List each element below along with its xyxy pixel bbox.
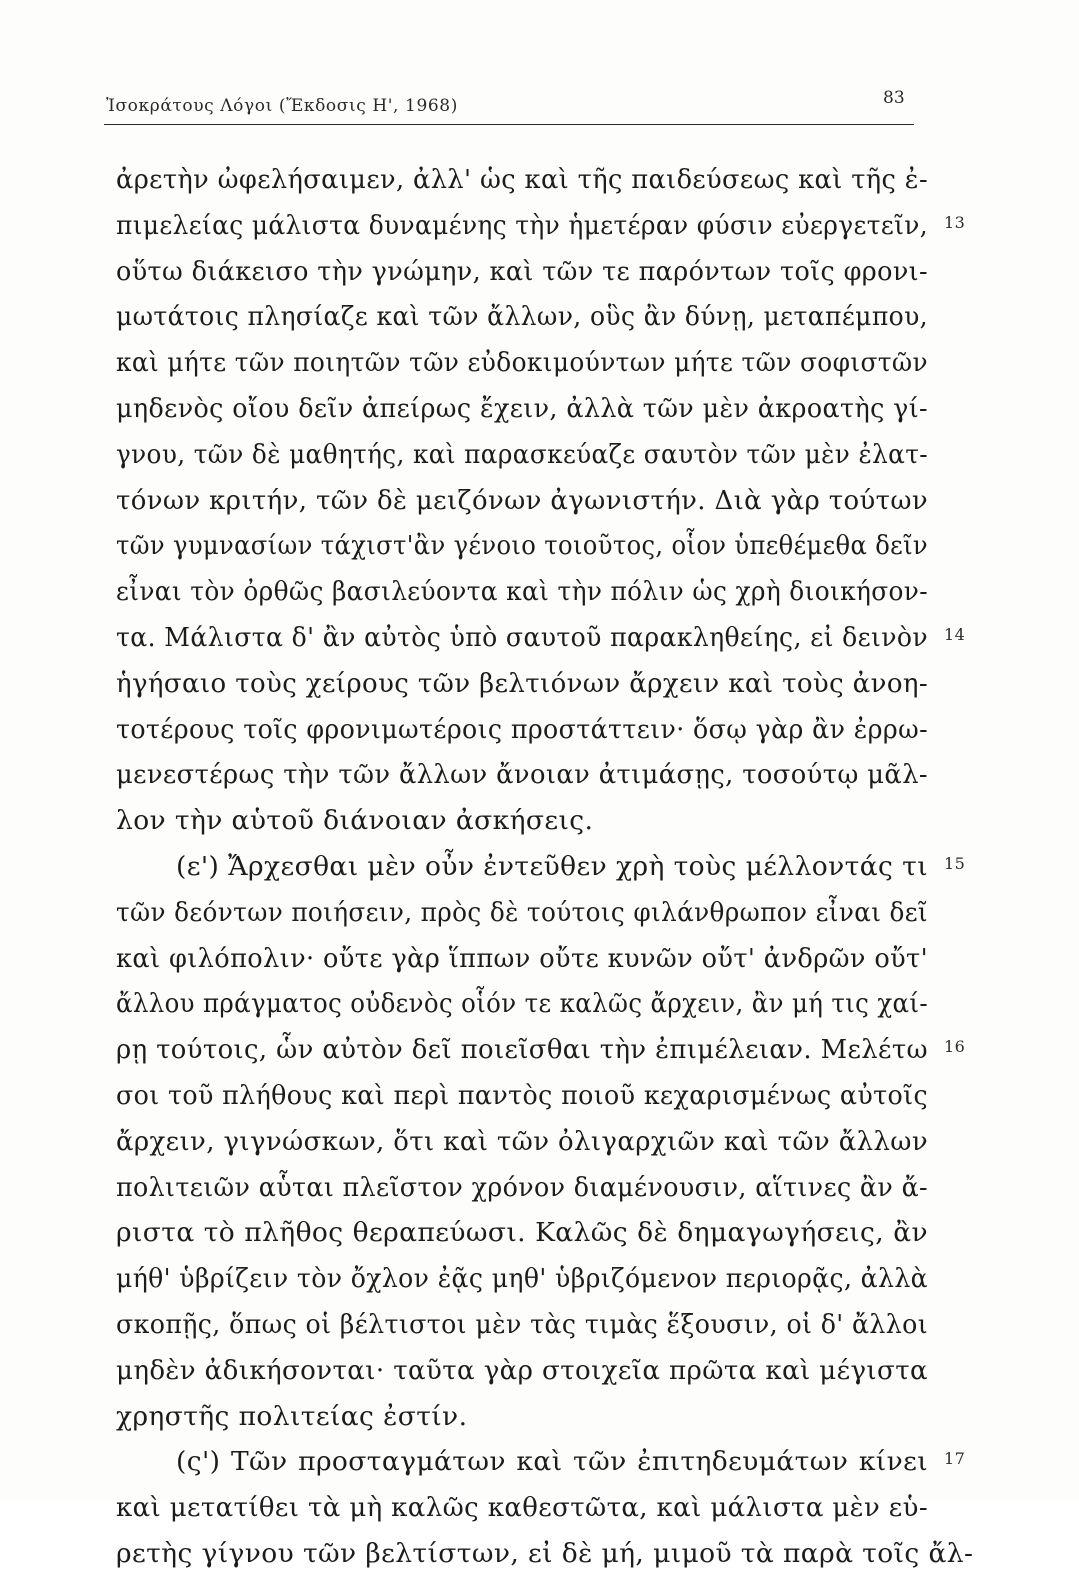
line-text: ἄλλου πράγματος οὐδενὸς οἷόν τε καλῶς ἄρχειν, ἂν μή τις χαί- xyxy=(116,988,928,1020)
line-text: μωτάτοις πλησίαζε καὶ τῶν ἄλλων, οὓς ἂν δύνῃ, μεταπέμπου, xyxy=(116,301,928,333)
line-text: οὕτω διάκεισο τὴν γνώμην, καὶ τῶν τε παρόντων τοῖς φρονι- xyxy=(116,255,928,287)
line-text: (ε') Ἄρχεσθαι μὲν οὖν ἐντεῦθεν χρὴ τοὺς μέλλοντάς τι xyxy=(176,850,928,882)
text-body xyxy=(116,157,974,1577)
line-text: γνου, τῶν δὲ μαθητής, καὶ παρασκεύαζε σαυτὸν τῶν μὲν ἐλατ- xyxy=(116,438,928,470)
line-text: καὶ μετατίθει τὰ μὴ καλῶς καθεστῶτα, καὶ μάλιστα μὲν εὑ- xyxy=(116,1492,928,1524)
text-line xyxy=(116,707,928,753)
line-text: μενεστέρως τὴν τῶν ἄλλων ἄνοιαν ἀτιμάσῃς, τοσούτῳ μᾶλ- xyxy=(116,759,928,791)
line-text: χρηστῆς πολιτείας ἐστίν. xyxy=(116,1400,468,1432)
text-line xyxy=(116,249,928,295)
text-line xyxy=(116,432,928,478)
text-line xyxy=(116,1256,928,1302)
text-line xyxy=(116,1394,928,1440)
text-line xyxy=(116,157,928,203)
line-text: τῶν γυμνασίων τάχιστ'ἂν γένοιο τοιοῦτος, οἷον ὑπεθέμεθα δεῖν xyxy=(116,530,928,562)
text-line xyxy=(116,340,928,386)
line-text: λον τὴν αὑτοῦ διάνοιαν ἀσκήσεις. xyxy=(116,805,594,837)
text-line xyxy=(116,478,928,524)
text-line xyxy=(116,1073,928,1119)
line-text: μήθ' ὑβρίζειν τὸν ὄχλον ἐᾷς μηθ' ὑβριζόμενον περιορᾷς, ἀλλὰ xyxy=(116,1263,928,1295)
text-line xyxy=(116,1210,928,1256)
line-text: τῶν δεόντων ποιήσειν, πρὸς δὲ τούτοις φιλάνθρωπον εἶναι δεῖ xyxy=(116,896,928,928)
line-text: πιμελείας μάλιστα δυναμένης τὴν ἡμετέραν φύσιν εὐεργετεῖν, xyxy=(116,209,928,241)
text-line xyxy=(116,203,966,249)
text-line xyxy=(116,1485,928,1531)
line-text: μηδενὸς οἴου δεῖν ἀπείρως ἔχειν, ἀλλὰ τῶν μὲν ἀκροατὴς γί- xyxy=(116,392,928,424)
line-text: ριστα τὸ πλῆθος θεραπεύωσι. Καλῶς δὲ δημαγωγήσεις, ἂν xyxy=(116,1217,928,1249)
line-text: εἶναι τὸν ὀρθῶς βασιλεύοντα καὶ τὴν πόλιν ὡς χρὴ διοικήσον- xyxy=(116,576,928,608)
text-line xyxy=(116,386,928,432)
text-line xyxy=(116,1348,928,1394)
section-number: 16 xyxy=(944,1037,966,1057)
line-text: μηδὲν ἀδικήσονται· ταῦτα γὰρ στοιχεῖα πρῶτα καὶ μέγιστα xyxy=(116,1354,928,1386)
line-text: ρετὴς γίγνου τῶν βελτίστων, εἰ δὲ μή, μιμοῦ τὰ παρὰ τοῖς ἄλ- xyxy=(116,1537,974,1569)
text-line xyxy=(116,661,928,707)
text-line xyxy=(116,615,966,661)
text-line xyxy=(116,752,928,798)
text-line xyxy=(116,294,928,340)
section-number: 17 xyxy=(944,1449,966,1469)
text-line xyxy=(116,798,928,844)
section-number: 15 xyxy=(944,853,966,873)
header-rule xyxy=(104,124,914,125)
page-number: 83 xyxy=(883,88,905,108)
text-line xyxy=(116,523,928,569)
line-text: καὶ φιλόπολιν· οὔτε γὰρ ἵππων οὔτε κυνῶν οὔτ' ἀνδρῶν οὔτ' xyxy=(116,942,928,974)
text-line xyxy=(116,1027,966,1073)
line-text: καὶ μήτε τῶν ποιητῶν τῶν εὐδοκιμούντων μήτε τῶν σοφιστῶν xyxy=(116,347,928,379)
line-text: πολιτειῶν αὗται πλεῖστον χρόνον διαμένουσιν, αἵτινες ἂν ἄ- xyxy=(116,1171,928,1203)
line-text: (ς') Τῶν προσταγμάτων καὶ τῶν ἐπιτηδευμάτων κίνει xyxy=(176,1446,928,1478)
line-text: ἡγήσαιο τοὺς χείρους τῶν βελτιόνων ἄρχειν καὶ τοὺς ἀνοη- xyxy=(116,667,928,699)
text-line xyxy=(116,844,966,890)
line-text: ἀρετὴν ὠφελήσαιμεν, ἀλλ' ὡς καὶ τῆς παιδεύσεως καὶ τῆς ἐ- xyxy=(116,164,928,195)
section-number: 13 xyxy=(944,212,966,232)
text-line xyxy=(116,1439,966,1485)
text-line xyxy=(116,890,928,936)
line-text: τοτέρους τοῖς φρονιμωτέροις προστάττειν· ὅσῳ γὰρ ἂν ἐρρω- xyxy=(116,713,928,745)
running-title: Ἰσοκράτους Λόγοι (Ἔκδοσις Η', 1968) xyxy=(106,96,458,116)
line-text: τόνων κριτήν, τῶν δὲ μειζόνων ἀγωνιστήν. Διὰ γὰρ τούτων xyxy=(116,484,928,516)
text-line xyxy=(116,1531,974,1577)
text-line xyxy=(116,1119,928,1165)
line-text: ρῃ τούτοις, ὧν αὐτὸν δεῖ ποιεῖσθαι τὴν ἐπιμέλειαν. Μελέτω xyxy=(116,1034,928,1066)
line-text: τα. Μάλιστα δ' ἂν αὐτὸς ὑπὸ σαυτοῦ παρακληθείης, εἰ δεινὸν xyxy=(116,621,928,653)
line-text: ἄρχειν, γιγνώσκων, ὅτι καὶ τῶν ὀλιγαρχιῶν καὶ τῶν ἄλλων xyxy=(116,1125,928,1157)
text-line xyxy=(116,1302,928,1348)
line-text: σκοπῇς, ὅπως οἱ βέλτιστοι μὲν τὰς τιμὰς ἕξουσιν, οἱ δ' ἄλλοι xyxy=(116,1308,928,1340)
text-line xyxy=(116,936,928,982)
line-text: σοι τοῦ πλήθους καὶ περὶ παντὸς ποιοῦ κεχαρισμένως αὐτοῖς xyxy=(116,1079,928,1111)
text-line xyxy=(116,981,928,1027)
section-number: 14 xyxy=(944,624,966,644)
text-line xyxy=(116,1165,928,1211)
text-line xyxy=(116,569,928,615)
